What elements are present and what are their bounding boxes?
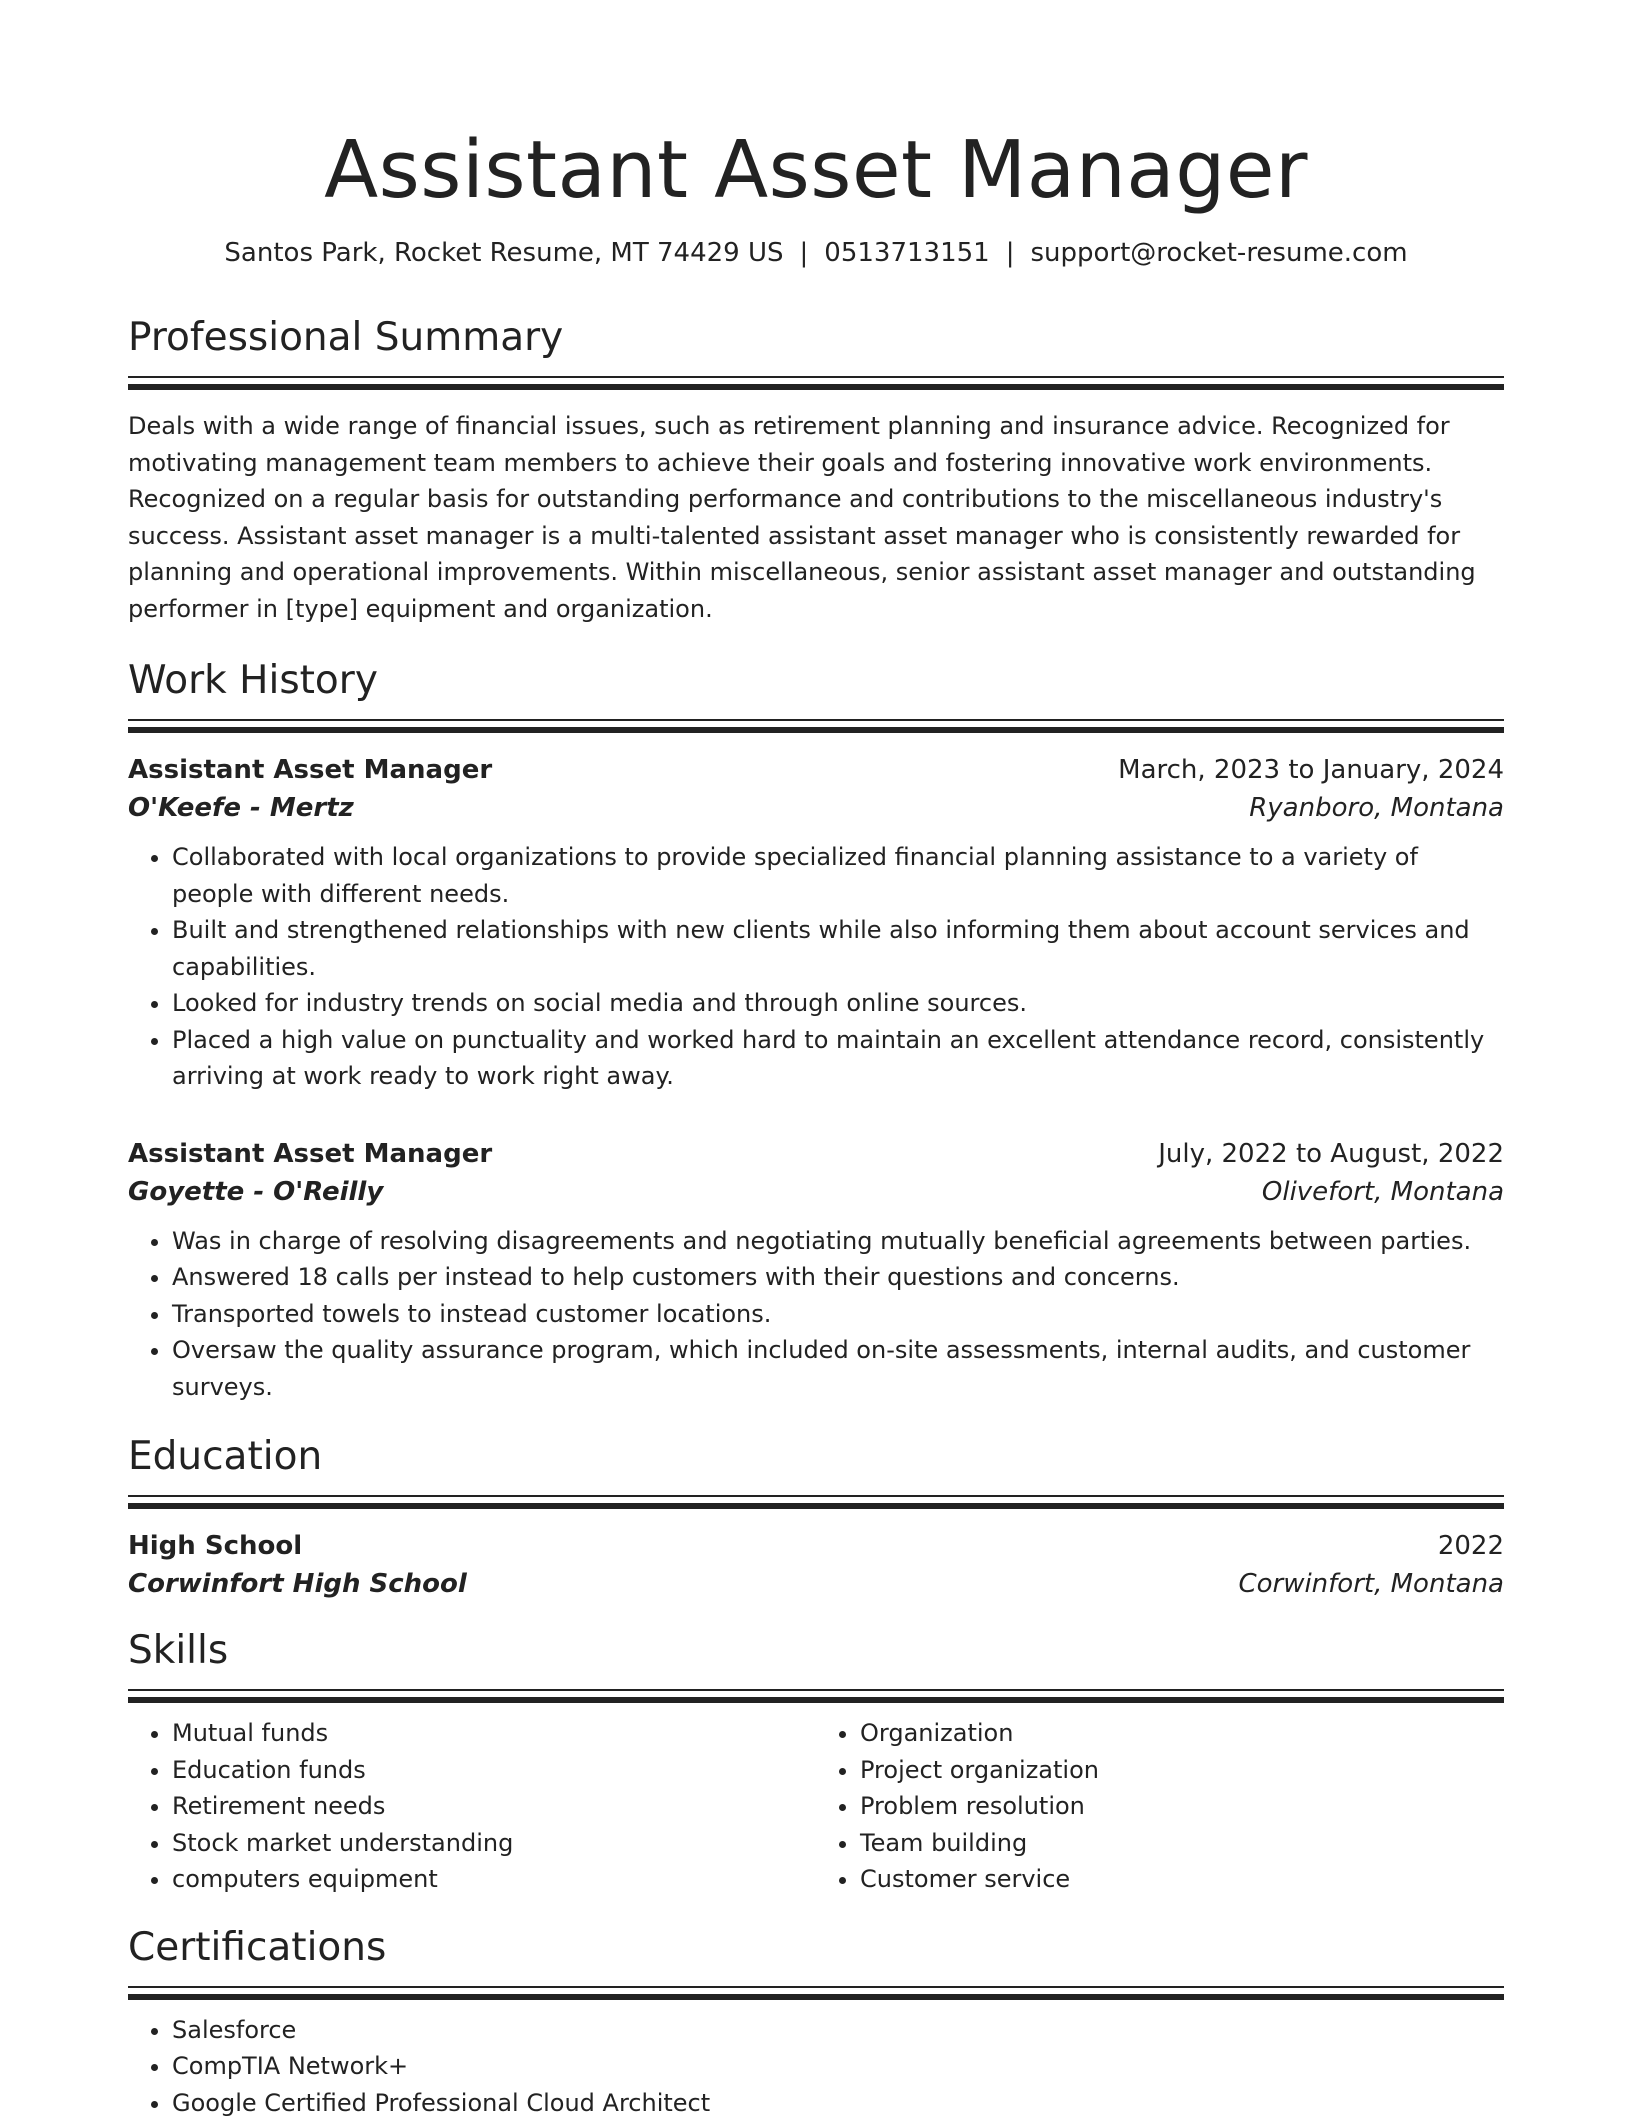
email: support@rocket-resume.com <box>1030 238 1407 268</box>
certifications-list <box>128 2012 1504 2121</box>
education-school: Corwinfort High School <box>128 1565 467 1603</box>
list-item: • Project organization <box>860 1752 1504 1789</box>
list-item: • Stock market understanding <box>172 1825 816 1862</box>
summary-text: Deals with a wide range of financial issues, such as retirement planning and insurance advice. Recognized for motivating management team members to achieve their goals and fostering innovative work environments. Recognized on a regular basis for outstanding performance and contributions to the miscellaneous industry's success. Assistant asset manager is a multi-talented assistant asset manager who is consistently rewarded for planning and operational improvements. Within miscellaneous, senior assistant asset manager and outstanding performer in [type] equipment and organization. <box>128 408 1504 627</box>
list-item: • CompTIA Network+ <box>172 2048 1504 2085</box>
education-degree: High School <box>128 1527 302 1565</box>
education-subheader <box>128 1565 1504 1603</box>
job-location: Olivefort, Montana <box>1262 1173 1504 1211</box>
job-bullets <box>128 1223 1504 1406</box>
phone: 0513713151 <box>824 238 989 268</box>
section-divider <box>128 1495 1504 1509</box>
section-title-certifications: Certifications <box>128 1922 1504 1974</box>
address: Santos Park, Rocket Resume, MT 74429 US <box>224 238 783 268</box>
list-item: • Collaborated with local organizations to provide specialized financial planning assistance to a variety of people with different needs. <box>172 839 1504 912</box>
job-subheader <box>128 1173 1504 1211</box>
list-item: • Mutual funds <box>172 1715 816 1752</box>
list-item: • Retirement needs <box>172 1788 816 1825</box>
work-history-section <box>128 655 1504 1405</box>
list-item: • Oversaw the quality assurance program, which included on-site assessments, internal audits, and customer surveys. <box>172 1332 1504 1405</box>
education-entry <box>128 1527 1504 1603</box>
list-item: • Problem resolution <box>860 1788 1504 1825</box>
job-company: O'Keefe - Mertz <box>128 789 354 827</box>
education-section <box>128 1431 1504 1603</box>
education-year: 2022 <box>1438 1527 1504 1565</box>
job-header <box>128 751 1504 789</box>
list-item: • Answered 18 calls per instead to help customers with their questions and concerns. <box>172 1259 1504 1296</box>
skills-list-right <box>816 1715 1504 1898</box>
certifications-section <box>128 1922 1504 2121</box>
list-item: • Google Certified Professional Cloud Architect <box>172 2085 1504 2121</box>
job-bullets <box>128 839 1504 1095</box>
list-item: • Looked for industry trends on social media and through online sources. <box>172 985 1504 1022</box>
job-subheader <box>128 789 1504 827</box>
education-location: Corwinfort, Montana <box>1238 1565 1504 1603</box>
contact-line <box>128 236 1504 270</box>
list-item: • Was in charge of resolving disagreements and negotiating mutually beneficial agreements between parties. <box>172 1223 1504 1260</box>
job-entry <box>128 751 1504 1095</box>
section-title-work: Work History <box>128 655 1504 707</box>
section-title-education: Education <box>128 1431 1504 1483</box>
job-company: Goyette - O'Reilly <box>128 1173 383 1211</box>
section-title-summary: Professional Summary <box>128 312 1504 364</box>
list-item: • Placed a high value on punctuality and worked hard to maintain an excellent attendance record, consistently arriving at work ready to work right away. <box>172 1022 1504 1095</box>
list-item: • Salesforce <box>172 2012 1504 2049</box>
job-dates: July, 2022 to August, 2022 <box>1158 1135 1504 1173</box>
list-item: • Transported towels to instead customer locations. <box>172 1296 1504 1333</box>
summary-section <box>128 312 1504 627</box>
education-header <box>128 1527 1504 1565</box>
section-divider <box>128 1986 1504 2000</box>
job-title: Assistant Asset Manager <box>128 751 492 789</box>
job-header <box>128 1135 1504 1173</box>
skills-columns <box>128 1703 1504 1898</box>
list-item: • Customer service <box>860 1861 1504 1898</box>
section-divider <box>128 719 1504 733</box>
section-title-skills: Skills <box>128 1625 1504 1677</box>
section-divider <box>128 1689 1504 1703</box>
list-item: • Team building <box>860 1825 1504 1862</box>
job-location: Ryanboro, Montana <box>1249 789 1504 827</box>
skills-section <box>128 1625 1504 1898</box>
job-dates: March, 2023 to January, 2024 <box>1118 751 1504 789</box>
job-title: Assistant Asset Manager <box>128 1135 492 1173</box>
list-item: • Education funds <box>172 1752 816 1789</box>
job-entry <box>128 1135 1504 1406</box>
contact-separator: | <box>1006 238 1015 268</box>
list-item: • Organization <box>860 1715 1504 1752</box>
contact-separator: | <box>800 238 809 268</box>
list-item: • Built and strengthened relationships with new clients while also informing them about account services and capabilities. <box>172 912 1504 985</box>
skills-list-left <box>128 1715 816 1898</box>
resume-name: Assistant Asset Manager <box>128 0 1504 218</box>
section-divider <box>128 376 1504 390</box>
list-item: • computers equipment <box>172 1861 816 1898</box>
